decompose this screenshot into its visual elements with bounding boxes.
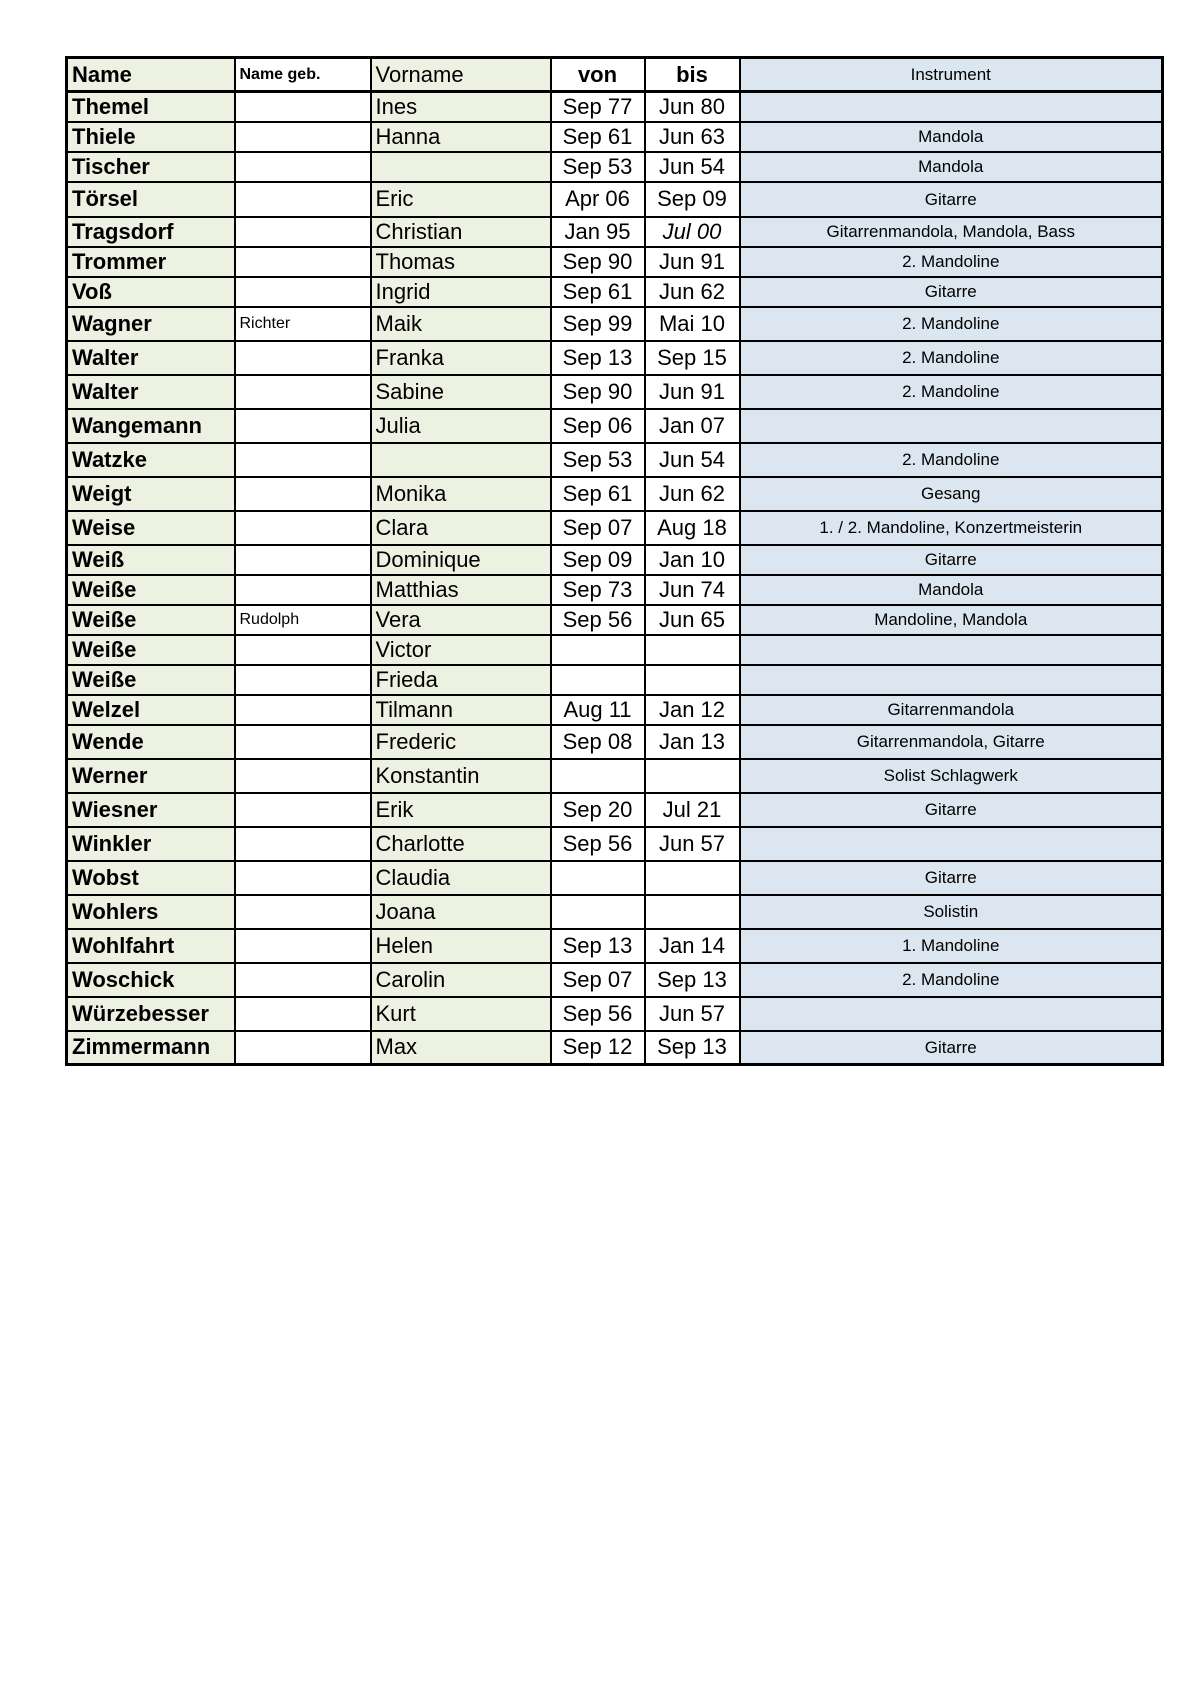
cell-name: Zimmermann	[67, 1031, 235, 1065]
table-row	[67, 122, 1163, 152]
cell-von: Sep 90	[551, 375, 645, 409]
cell-name: Wagner	[67, 307, 235, 341]
cell-von: Sep 61	[551, 122, 645, 152]
cell-instrument: 2. Mandoline	[740, 307, 1163, 341]
table-row	[67, 635, 1163, 665]
cell-instrument: Gitarrenmandola	[740, 695, 1163, 725]
cell-von: Sep 08	[551, 725, 645, 759]
cell-bis	[645, 895, 740, 929]
table-row	[67, 997, 1163, 1031]
cell-von: Sep 13	[551, 929, 645, 963]
cell-vorname: Ines	[371, 92, 551, 122]
cell-name: Weiße	[67, 635, 235, 665]
cell-name: Weiß	[67, 545, 235, 575]
cell-von: Aug 11	[551, 695, 645, 725]
table-row	[67, 861, 1163, 895]
cell-instrument: 2. Mandoline	[740, 247, 1163, 277]
cell-von: Apr 06	[551, 182, 645, 217]
cell-name-geb	[235, 997, 371, 1031]
table-row	[67, 695, 1163, 725]
cell-vorname: Eric	[371, 182, 551, 217]
cell-bis: Jun 57	[645, 827, 740, 861]
cell-name: Weise	[67, 511, 235, 545]
cell-vorname: Joana	[371, 895, 551, 929]
cell-instrument: Gitarre	[740, 182, 1163, 217]
cell-vorname: Matthias	[371, 575, 551, 605]
table-row	[67, 793, 1163, 827]
cell-name-geb	[235, 793, 371, 827]
cell-name: Wangemann	[67, 409, 235, 443]
cell-name: Würzebesser	[67, 997, 235, 1031]
table-row	[67, 1031, 1163, 1065]
cell-bis: Jun 57	[645, 997, 740, 1031]
table-row	[67, 152, 1163, 182]
cell-von	[551, 759, 645, 793]
cell-name: Watzke	[67, 443, 235, 477]
cell-von: Sep 61	[551, 477, 645, 511]
cell-instrument: Gitarrenmandola, Mandola, Bass	[740, 217, 1163, 247]
table-row	[67, 409, 1163, 443]
cell-instrument: Gitarre	[740, 861, 1163, 895]
header-row	[67, 58, 1163, 92]
header-vorname: Vorname	[371, 58, 551, 92]
cell-vorname	[371, 152, 551, 182]
cell-bis: Jun 62	[645, 277, 740, 307]
cell-name: Thiele	[67, 122, 235, 152]
cell-von	[551, 665, 645, 695]
cell-name: Wobst	[67, 861, 235, 895]
cell-name-geb	[235, 477, 371, 511]
cell-bis: Sep 13	[645, 963, 740, 997]
cell-name-geb	[235, 929, 371, 963]
cell-instrument: 2. Mandoline	[740, 341, 1163, 375]
table-row	[67, 247, 1163, 277]
cell-vorname: Erik	[371, 793, 551, 827]
cell-name: Weiße	[67, 605, 235, 635]
cell-vorname: Christian	[371, 217, 551, 247]
table-row	[67, 182, 1163, 217]
cell-bis: Jan 07	[645, 409, 740, 443]
cell-bis: Jul 21	[645, 793, 740, 827]
cell-bis: Mai 10	[645, 307, 740, 341]
cell-instrument	[740, 92, 1163, 122]
cell-name-geb	[235, 122, 371, 152]
cell-vorname: Victor	[371, 635, 551, 665]
cell-name: Weigt	[67, 477, 235, 511]
cell-name-geb	[235, 341, 371, 375]
cell-name: Wiesner	[67, 793, 235, 827]
cell-instrument: 2. Mandoline	[740, 443, 1163, 477]
cell-bis	[645, 759, 740, 793]
cell-von: Sep 53	[551, 443, 645, 477]
cell-name-geb	[235, 92, 371, 122]
cell-name-geb	[235, 827, 371, 861]
cell-bis: Sep 09	[645, 182, 740, 217]
cell-instrument: Mandoline, Mandola	[740, 605, 1163, 635]
cell-name-geb	[235, 695, 371, 725]
cell-von	[551, 861, 645, 895]
cell-name: Wende	[67, 725, 235, 759]
cell-instrument	[740, 665, 1163, 695]
cell-name-geb	[235, 247, 371, 277]
cell-instrument: Gesang	[740, 477, 1163, 511]
cell-vorname: Clara	[371, 511, 551, 545]
cell-name-geb	[235, 895, 371, 929]
table-row	[67, 217, 1163, 247]
table-row	[67, 665, 1163, 695]
cell-von: Sep 77	[551, 92, 645, 122]
cell-instrument: 2. Mandoline	[740, 375, 1163, 409]
cell-vorname	[371, 443, 551, 477]
cell-von: Sep 07	[551, 511, 645, 545]
cell-von: Sep 06	[551, 409, 645, 443]
cell-bis: Jun 91	[645, 247, 740, 277]
cell-vorname: Vera	[371, 605, 551, 635]
cell-vorname: Maik	[371, 307, 551, 341]
cell-instrument: Gitarre	[740, 545, 1163, 575]
cell-vorname: Helen	[371, 929, 551, 963]
cell-name-geb	[235, 545, 371, 575]
table-row	[67, 605, 1163, 635]
cell-instrument	[740, 827, 1163, 861]
cell-name: Walter	[67, 341, 235, 375]
cell-vorname: Frederic	[371, 725, 551, 759]
table-row	[67, 92, 1163, 122]
cell-name-geb	[235, 152, 371, 182]
cell-name-geb	[235, 665, 371, 695]
cell-vorname: Kurt	[371, 997, 551, 1031]
cell-name: Wohlfahrt	[67, 929, 235, 963]
cell-bis: Jan 14	[645, 929, 740, 963]
cell-vorname: Max	[371, 1031, 551, 1065]
table-row	[67, 759, 1163, 793]
cell-bis: Jun 91	[645, 375, 740, 409]
cell-bis: Sep 13	[645, 1031, 740, 1065]
header-name: Name	[67, 58, 235, 92]
cell-bis: Jun 54	[645, 152, 740, 182]
cell-von: Sep 53	[551, 152, 645, 182]
table-row	[67, 341, 1163, 375]
header-name-geb: Name geb.	[235, 58, 371, 92]
cell-bis: Sep 15	[645, 341, 740, 375]
cell-von: Sep 73	[551, 575, 645, 605]
table-row	[67, 827, 1163, 861]
cell-name: Tischer	[67, 152, 235, 182]
table-row	[67, 375, 1163, 409]
table-row	[67, 575, 1163, 605]
cell-name-geb	[235, 375, 371, 409]
cell-instrument: Gitarre	[740, 1031, 1163, 1065]
header-von: von	[551, 58, 645, 92]
cell-vorname: Julia	[371, 409, 551, 443]
cell-instrument	[740, 997, 1163, 1031]
cell-von	[551, 635, 645, 665]
cell-von: Sep 56	[551, 605, 645, 635]
table-row	[67, 963, 1163, 997]
cell-vorname: Monika	[371, 477, 551, 511]
cell-name-geb	[235, 1031, 371, 1065]
cell-name: Werner	[67, 759, 235, 793]
cell-von: Sep 13	[551, 341, 645, 375]
cell-name-geb: Richter	[235, 307, 371, 341]
cell-von: Sep 20	[551, 793, 645, 827]
cell-bis	[645, 665, 740, 695]
cell-instrument: Gitarre	[740, 793, 1163, 827]
cell-bis: Jan 13	[645, 725, 740, 759]
cell-instrument: Solist Schlagwerk	[740, 759, 1163, 793]
cell-name: Woschick	[67, 963, 235, 997]
cell-instrument	[740, 635, 1163, 665]
cell-name: Weiße	[67, 665, 235, 695]
cell-instrument: Gitarre	[740, 277, 1163, 307]
cell-name-geb	[235, 409, 371, 443]
cell-name: Weiße	[67, 575, 235, 605]
cell-name: Trommer	[67, 247, 235, 277]
table-row	[67, 545, 1163, 575]
cell-bis	[645, 635, 740, 665]
cell-name-geb	[235, 511, 371, 545]
table-row	[67, 477, 1163, 511]
cell-von: Sep 07	[551, 963, 645, 997]
table-row	[67, 443, 1163, 477]
cell-von: Sep 61	[551, 277, 645, 307]
cell-name: Wohlers	[67, 895, 235, 929]
cell-name: Tragsdorf	[67, 217, 235, 247]
header-bis: bis	[645, 58, 740, 92]
cell-name-geb	[235, 635, 371, 665]
table-row	[67, 277, 1163, 307]
cell-name-geb	[235, 963, 371, 997]
cell-von: Jan 95	[551, 217, 645, 247]
cell-bis: Jun 80	[645, 92, 740, 122]
cell-name: Törsel	[67, 182, 235, 217]
cell-name-geb: Rudolph	[235, 605, 371, 635]
cell-von: Sep 90	[551, 247, 645, 277]
cell-bis: Jun 74	[645, 575, 740, 605]
cell-vorname: Claudia	[371, 861, 551, 895]
cell-instrument: Solistin	[740, 895, 1163, 929]
cell-vorname: Frieda	[371, 665, 551, 695]
cell-bis: Jul 00	[645, 217, 740, 247]
cell-name: Winkler	[67, 827, 235, 861]
cell-vorname: Sabine	[371, 375, 551, 409]
table-row	[67, 929, 1163, 963]
member-table	[65, 56, 1164, 1066]
cell-instrument: Gitarrenmandola, Gitarre	[740, 725, 1163, 759]
cell-vorname: Thomas	[371, 247, 551, 277]
cell-name-geb	[235, 725, 371, 759]
cell-von: Sep 99	[551, 307, 645, 341]
cell-von: Sep 56	[551, 997, 645, 1031]
cell-instrument	[740, 409, 1163, 443]
cell-vorname: Konstantin	[371, 759, 551, 793]
cell-name-geb	[235, 443, 371, 477]
cell-instrument: Mandola	[740, 122, 1163, 152]
table-row	[67, 511, 1163, 545]
cell-name-geb	[235, 575, 371, 605]
table-row	[67, 307, 1163, 341]
header-instrument: Instrument	[740, 58, 1163, 92]
cell-name-geb	[235, 759, 371, 793]
table-row	[67, 895, 1163, 929]
cell-instrument: Mandola	[740, 575, 1163, 605]
cell-vorname: Charlotte	[371, 827, 551, 861]
cell-von	[551, 895, 645, 929]
cell-vorname: Ingrid	[371, 277, 551, 307]
cell-instrument: 1. / 2. Mandoline, Konzertmeisterin	[740, 511, 1163, 545]
cell-name-geb	[235, 217, 371, 247]
cell-von: Sep 12	[551, 1031, 645, 1065]
cell-bis: Jan 12	[645, 695, 740, 725]
cell-bis: Jun 54	[645, 443, 740, 477]
cell-instrument: Mandola	[740, 152, 1163, 182]
cell-bis: Jun 62	[645, 477, 740, 511]
cell-vorname: Hanna	[371, 122, 551, 152]
cell-name: Themel	[67, 92, 235, 122]
cell-vorname: Carolin	[371, 963, 551, 997]
cell-name-geb	[235, 861, 371, 895]
cell-bis: Jun 63	[645, 122, 740, 152]
cell-vorname: Dominique	[371, 545, 551, 575]
cell-vorname: Tilmann	[371, 695, 551, 725]
cell-name-geb	[235, 182, 371, 217]
cell-von: Sep 56	[551, 827, 645, 861]
cell-name-geb	[235, 277, 371, 307]
cell-bis: Aug 18	[645, 511, 740, 545]
cell-vorname: Franka	[371, 341, 551, 375]
cell-instrument: 2. Mandoline	[740, 963, 1163, 997]
cell-name: Voß	[67, 277, 235, 307]
cell-bis: Jan 10	[645, 545, 740, 575]
table-row	[67, 725, 1163, 759]
cell-name: Walter	[67, 375, 235, 409]
cell-von: Sep 09	[551, 545, 645, 575]
cell-instrument: 1. Mandoline	[740, 929, 1163, 963]
cell-name: Welzel	[67, 695, 235, 725]
cell-bis	[645, 861, 740, 895]
cell-bis: Jun 65	[645, 605, 740, 635]
